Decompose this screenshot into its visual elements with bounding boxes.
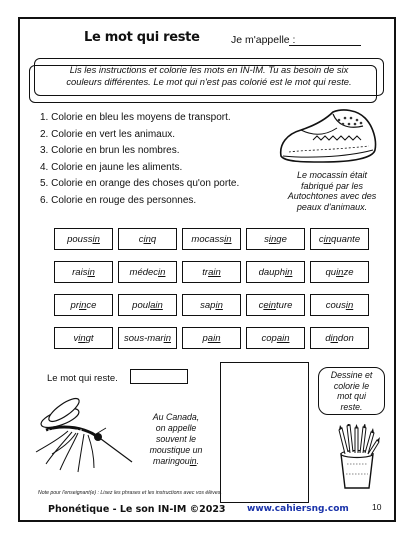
word-text [130, 267, 166, 278]
word-part: qu [325, 266, 337, 278]
word-text [132, 300, 163, 311]
word-sound: in [336, 266, 344, 278]
word-part: pouss [67, 233, 93, 245]
word-text [319, 234, 360, 245]
word-part: ge [276, 233, 287, 245]
word-cell[interactable] [182, 294, 241, 316]
page-number: 10 [372, 502, 382, 512]
word-part: médec [129, 266, 159, 278]
word-part: gt [85, 332, 94, 344]
list-item: 4. Colorie en jaune les aliments. [40, 161, 183, 173]
drawing-caption-line: Dessine et [330, 370, 373, 380]
word-part: ce [86, 299, 97, 311]
word-part: c [138, 233, 144, 245]
name-field[interactable] [289, 45, 361, 46]
mosquito-caption [140, 412, 212, 467]
instructions-box [34, 58, 384, 96]
word-part: ture [276, 299, 293, 311]
mosquito-caption-part: maringou [153, 456, 190, 466]
word-text [71, 300, 97, 311]
word-sound: in [78, 332, 86, 344]
word-cell[interactable] [310, 294, 369, 316]
word-text [73, 333, 93, 344]
word-part: s [264, 233, 269, 245]
word-cell[interactable] [182, 327, 241, 349]
word-text [191, 234, 231, 245]
word-text [124, 333, 171, 344]
word-part: tr [202, 266, 209, 278]
moccasin-caption-line: fabriqué par les [300, 180, 364, 191]
word-cell[interactable] [182, 261, 241, 283]
footer-title: Phonétique - Le son IN-IM ©2023 [48, 504, 226, 515]
moccasin-caption [282, 170, 382, 212]
word-sound: in [215, 299, 223, 311]
word-sound: ain [150, 299, 163, 311]
word-part: cop [261, 332, 277, 344]
word-sound: in [268, 233, 277, 245]
word-text [139, 234, 156, 245]
footer-website-link[interactable]: www.cahiersng.com [247, 504, 349, 514]
list-item: 5. Colorie en orange des choses qu'on porte. [40, 178, 240, 190]
word-part: dauph [258, 266, 285, 278]
word-cell[interactable] [246, 228, 305, 250]
word-part: rais [72, 266, 88, 278]
word-cell[interactable] [118, 327, 177, 349]
word-cell[interactable] [118, 228, 177, 250]
list-item: 6. Colorie en rouge des personnes. [40, 194, 197, 206]
word-text [72, 267, 95, 278]
mosquito-caption-line: moustique un [149, 445, 203, 455]
word-sound: ain [276, 332, 290, 344]
word-part: p [202, 332, 208, 344]
word-cell[interactable] [54, 294, 113, 316]
word-part: sap [200, 299, 216, 311]
word-sound: in [158, 266, 166, 278]
word-sound: ain [207, 332, 221, 344]
name-label: Je m'appelle : [231, 34, 296, 46]
word-sound: in [163, 332, 171, 344]
drawing-box[interactable] [220, 362, 309, 503]
word-cell[interactable] [182, 228, 241, 250]
list-item: 2. Colorie en vert les animaux. [40, 128, 176, 140]
word-sound: ein [263, 299, 277, 311]
moccasin-icon [273, 106, 383, 168]
word-part: cous [325, 299, 346, 311]
word-grid [54, 228, 369, 349]
mosquito-caption-part: . [196, 456, 199, 466]
instructions-line-2: couleurs différentes. Le mot qui n'est pas colorié est le mot qui reste. [66, 75, 352, 87]
teacher-note: Note pour l'enseignant(e) : Lisez les phrases et les instructions avec vos élèves. [38, 490, 222, 496]
word-sound: in [143, 233, 151, 245]
rest-label: Le mot qui reste. [47, 373, 118, 384]
drawing-caption [318, 367, 385, 415]
word-text [261, 333, 289, 344]
word-text [325, 267, 353, 278]
word-part: v [73, 332, 79, 344]
word-part: ze [343, 266, 354, 278]
word-text [202, 267, 221, 278]
word-part: mocass [191, 233, 225, 245]
word-part: poul [132, 299, 151, 311]
word-text [259, 267, 293, 278]
word-text [264, 234, 287, 245]
word-part: q [150, 233, 157, 245]
word-sound: in [87, 266, 95, 278]
mosquito-caption-line: on appelle [155, 423, 197, 433]
word-cell[interactable] [246, 261, 305, 283]
word-part: don [337, 332, 354, 344]
word-cell[interactable] [310, 327, 369, 349]
mosquito-caption-line: souvent le [155, 434, 197, 444]
word-sound: in [224, 233, 232, 245]
word-text [326, 300, 353, 311]
word-text [200, 300, 223, 311]
drawing-caption-line: reste. [340, 401, 363, 412]
word-sound: in [345, 299, 354, 311]
word-cell[interactable] [54, 228, 113, 250]
drawing-caption-line: mot qui [337, 391, 366, 401]
word-text [203, 333, 221, 344]
word-text [259, 300, 293, 311]
rest-answer-box[interactable] [130, 369, 188, 384]
page-title: Le mot qui reste [84, 30, 200, 45]
word-cell[interactable] [310, 261, 369, 283]
pencil-cup-icon [333, 424, 381, 492]
word-text [67, 234, 100, 245]
word-sound: in [323, 233, 332, 245]
mosquito-caption-line: Au Canada, [152, 412, 200, 422]
list-item: 1. Colorie en bleu les moyens de transport. [40, 112, 231, 123]
word-part: pr [70, 299, 79, 311]
word-cell[interactable] [54, 327, 113, 349]
instruction-list [40, 110, 239, 210]
list-item: 3. Colorie en brun les nombres. [40, 145, 180, 157]
word-text [325, 333, 354, 344]
word-cell[interactable] [118, 294, 177, 316]
word-cell[interactable] [246, 327, 305, 349]
word-sound: in [285, 266, 293, 278]
word-cell[interactable] [246, 294, 305, 316]
moccasin-caption-line: peaux d'animaux. [296, 201, 368, 212]
word-cell[interactable] [310, 228, 369, 250]
word-sound: ain [208, 266, 221, 278]
moccasin-caption-line: Autochtones avec des [287, 191, 377, 201]
word-cell[interactable] [54, 261, 113, 283]
word-sound: in [92, 233, 100, 245]
word-part: d [325, 332, 331, 344]
word-sound: in [330, 332, 338, 344]
drawing-caption-line: colorie le [333, 380, 370, 391]
mosquito-icon [32, 396, 142, 476]
word-part: sous-mar [124, 332, 164, 344]
word-sound: in [79, 299, 87, 311]
instructions-line-1: Lis les instructions et colorie les mots en IN-IM. Tu as besoin de six [69, 64, 349, 75]
word-part: quante [331, 233, 361, 245]
mosquito-caption-line [140, 456, 212, 467]
moccasin-caption-line: Le mocassin était [296, 170, 368, 180]
word-cell[interactable] [118, 261, 177, 283]
word-part: c [318, 233, 324, 245]
word-part: c [258, 299, 264, 311]
mosquito-caption-underline: in [189, 456, 197, 466]
